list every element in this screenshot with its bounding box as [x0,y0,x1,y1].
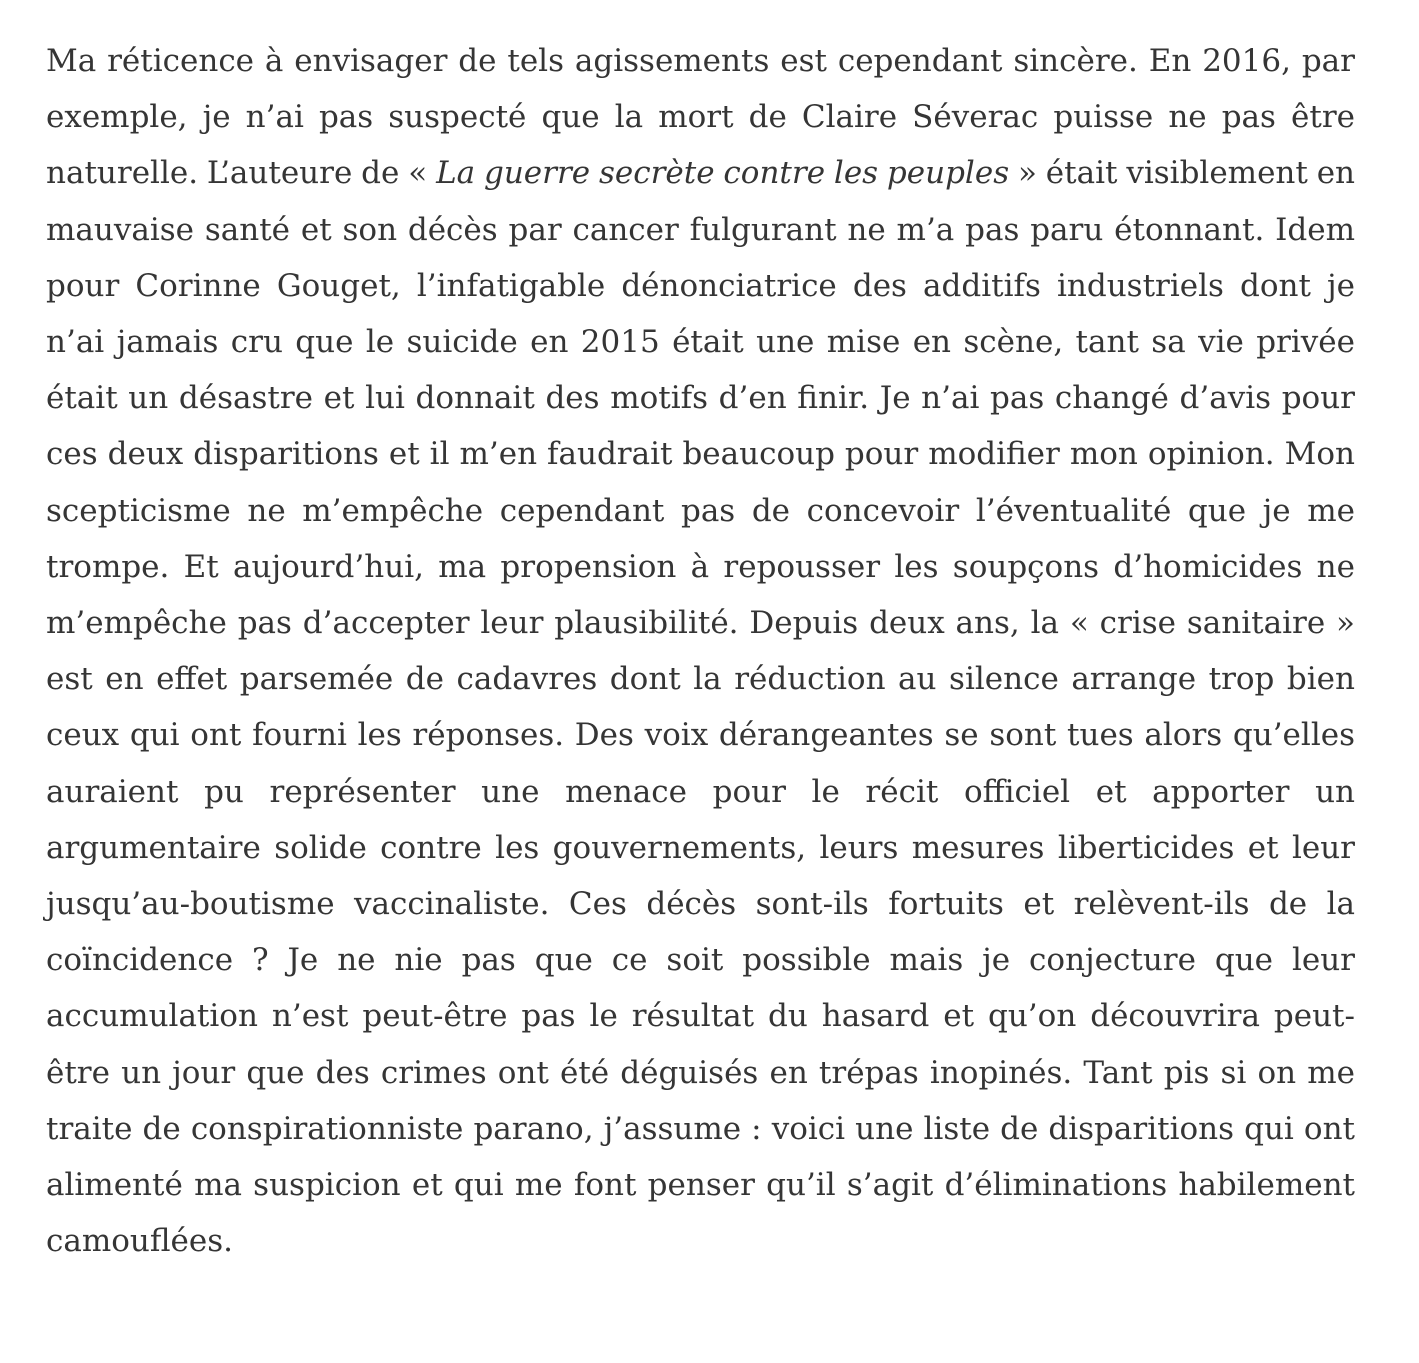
paragraph-text-end: » était visiblement en mauvaise santé et son décès par cancer fulgurant ne m’a pas paru étonnant. Idem pour Corinne Gouget, l’infatigable dénonciatrice des additifs industriels dont je n’ai jamais cru que le suicide en 2015 était une mise en scène, tant sa vie privée était un désastre et lui donnait des motifs d’en finir. Je n’ai pas changé d’avis pour ces deux disparitions et il m’en faudrait beaucoup pour modifier mon opinion. Mon scepticisme ne m’empêche cependant pas de concevoir l’éventualité que je me trompe. Et aujourd’hui, ma propension à repousser les soupçons d’homicides ne m’empêche pas d’accepter leur plausibilité. Depuis deux ans, la « crise sanitaire » est en effet parsemée de cadavres dont la réduction au silence arrange trop bien ceux qui ont fourni les réponses. Des voix dérangeantes se sont tues alors qu’elles auraient pu représenter une menace pour le récit officiel et apporter un argumentaire solide contre les gouvernements, leurs mesures liberticides et leur jusqu’au-boutisme vaccinaliste. Ces décès sont-ils fortuits et relèvent-ils de la coïncidence ? Je ne nie pas que ce soit possible mais je conjecture que leur accumulation n’est peut-être pas le résultat du hasard et qu’on découvrira peut-être un jour que des crimes ont été déguisés en trépas inopinés. Tant pis si on me traite de conspirationniste parano, j’assume : voici une liste de disparitions qui ont alimenté ma suspicion et qui me font penser qu’il s’agit d’éliminations habilement camouflées. [46,155,1356,1260]
paragraph-text-start: Ma réticence à envisager de tels agissements est cependant sincère. En 2016, par exemple, je n’ai pas suspecté que la mort de Claire Séverac puisse ne pas être naturelle. L’auteure de « [46,43,1355,192]
article-body [46,33,1355,1269]
book-title: La guerre secrète contre les peuples [436,155,1010,192]
article-paragraph [46,33,1355,1269]
